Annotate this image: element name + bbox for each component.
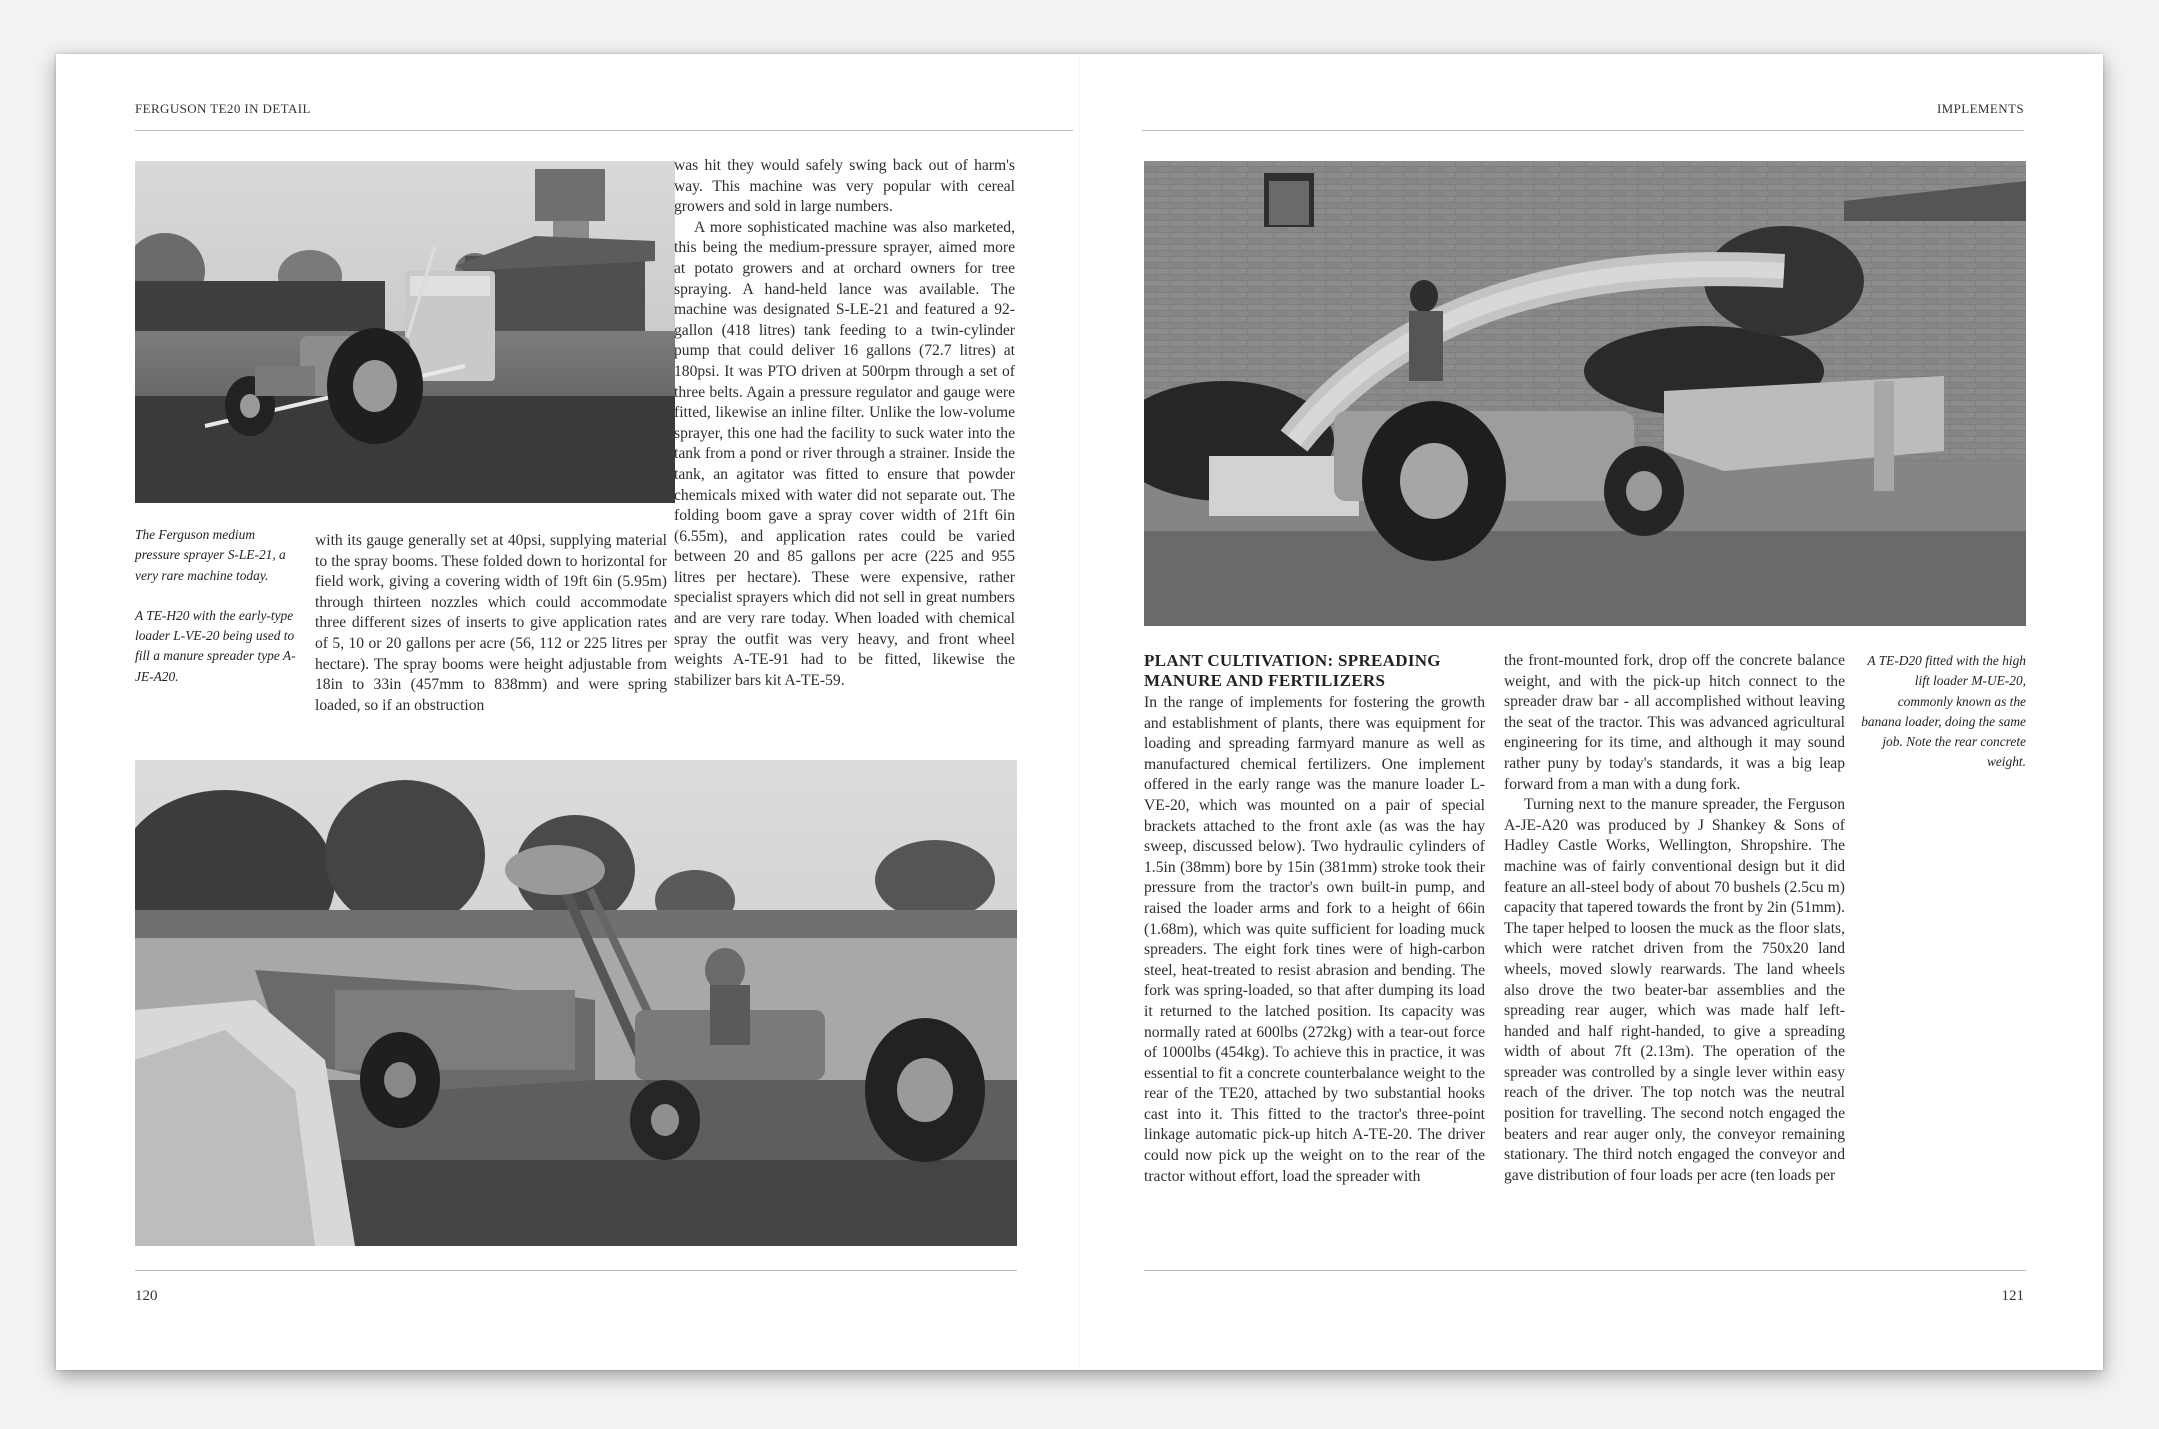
photo-high-lift-loader (1144, 161, 2026, 626)
right-header-rule (1142, 130, 2024, 131)
book-spread (56, 54, 2103, 1370)
photo-loader-spreader (135, 760, 1017, 1246)
right-column-2 (1504, 651, 1845, 1186)
caption-loader: A TE-H20 with the early-type loader L-VE-20 being used to fill a manure spreader type A-JE-A20. (135, 607, 296, 684)
right-col2-paragraph-2: Turning next to the manure spreader, the Ferguson A-JE-A20 was produced by J Shankey & Sons of Hadley Castle Works, Wellington, Shropshire. The machine was of fairly conventional design but it did feature an all-steel body of about 70 bushels (2.5cu m) capacity that tapered towards the front by 2in (51mm). The taper helped to loosen the muck as the floor slats, which were ratchet driven from the 750x20 land wheels, moved slowly rearwards. The land wheels also drove the two beater-bar assemblies and the spreading rear auger, which was made half left-handed and half right-handed, to give a spreading width of about 7ft (2.13m). The operation of the spreader was controlled by a single lever within easy reach of the driver. The top notch was the neutral position for travelling. The second notch engaged the beaters and rear auger only, the conveyor remaining stationary. The third notch engaged the conveyor and gave distribution of four loads per acre (ten loads per (1504, 796, 1845, 1184)
section-heading: PLANT CULTIVATION: SPREADING MANURE AND FERTILIZERS (1144, 651, 1441, 690)
right-folio: 121 (2001, 1288, 2024, 1304)
right-footer-rule (1144, 1270, 2026, 1271)
left-folio: 120 (135, 1288, 158, 1304)
left-running-head: FERGUSON TE20 IN DETAIL (135, 101, 311, 116)
left-column-3 (674, 156, 1015, 691)
left-col3-paragraph-1: was hit they would safely swing back out of harm's way. This machine was very popular with cereal growers and sold in large numbers. (674, 157, 1015, 216)
right-running-head: IMPLEMENTS (1936, 101, 2024, 116)
left-col2-paragraph: with its gauge generally set at 40psi, supplying material to the spray booms. These folded down to horizontal for field work, giving a covering width of 19ft 6in (5.95m) through thirteen nozzles which could accommodate three different sizes of inserts to give application rates of 5, 10 or 20 gallons per acre (56, 112 or 225 litres per hectare). The spray booms were height adjustable from 18in to 33in (457mm to 838mm) and were spring loaded, so if an obstruction (315, 532, 667, 714)
right-caption (1858, 651, 2026, 793)
gutter-shadow (1079, 54, 1081, 1370)
right-column-1 (1144, 651, 1485, 1187)
left-column-2 (315, 531, 667, 716)
left-captions (135, 525, 301, 707)
left-col3-paragraph-2: A more sophisticated machine was also marketed, this being the medium-pressure sprayer, aimed more at potato growers and at orchard owners for tree spraying. A hand-held lance was available. The machine was designated S-LE-21 and featured a 92-gallon (418 litres) tank feeding to a twin-cylinder pump that could deliver 16 gallons (72.7 litres) at 180psi. It was PTO driven at 500rpm through a set of three belts. Again a pressure regulator and gauge were fitted, likewise an inline filter. Unlike the low-volume sprayer, this one had the facility to suck water into the tank from a pond or river through a strainer. Inside the tank, an agitator was fitted to ensure that powder chemicals mixed with water did not separate out. The folding boom gave a spray cover width of 21ft 6in (6.55m), and application rates could be varied between 20 and 85 gallons per acre (225 and 955 litres per hectare). These were expensive, rather specialist sprayers which did not sell in great numbers and are very rare today. When loaded with chemical spray the outfit was very heavy, and front wheel weights A-TE-91 had to be fitted, likewise the stabilizer bars kit A-TE-59. (674, 218, 1015, 689)
left-footer-rule (135, 1270, 1017, 1271)
left-header-rule (135, 130, 1073, 131)
right-col1-paragraph: In the range of implements for fostering the growth and establishment of plants, there was equipment for loading and spreading farmyard manure as well as manufactured chemical fertilizers. One implement offered in the early range was the manure loader L-VE-20, which was mounted on a pair of special brackets attached to the front axle (as was the hay sweep, discussed below). Two hydraulic cylinders of 1.5in (38mm) bore by 15in (381mm) stroke took their pressure from the tractor's own built-in pump, and raised the loader arms and fork to a height of 66in (1.68m), which was quite sufficient for loading muck spreaders. The eight fork tines were of high-carbon steel, heat-treated to resist abrasion and bending. The fork was spring-loaded, so that after dumping its load it returned to the latched position. Its capacity was normally rated at 600lbs (272kg) with a tear-out force of 1000lbs (454kg). To achieve this in practice, it was essential to fit a concrete counterbalance weight to the rear of the TE20, attached by two substantial hooks cast into it. This fitted to the tractor's three-point linkage automatic pick-up hitch A-TE-20. The driver could now pick up the weight on to the rear of the tractor without effort, load the spreader with (1144, 694, 1485, 1185)
right-col2-paragraph-1: the front-mounted fork, drop off the concrete balance weight, and with the pick-up hitch connect to the spreader draw bar - all accomplished without leaving the seat of the tractor. This was advanced agricultural engineering for its time, and although it may sound rather puny by today's standards, it was a big leap forward from a man with a dung fork. (1504, 652, 1845, 793)
caption-high-lift: A TE-D20 fitted with the high lift loader M-UE-20, commonly known as the banana loader, doing the same job. Note the rear concrete weight. (1861, 653, 2026, 770)
photo-sprayer (135, 161, 675, 503)
caption-sprayer: The Ferguson medium pressure sprayer S-LE-21, a very rare machine today. (135, 527, 286, 583)
